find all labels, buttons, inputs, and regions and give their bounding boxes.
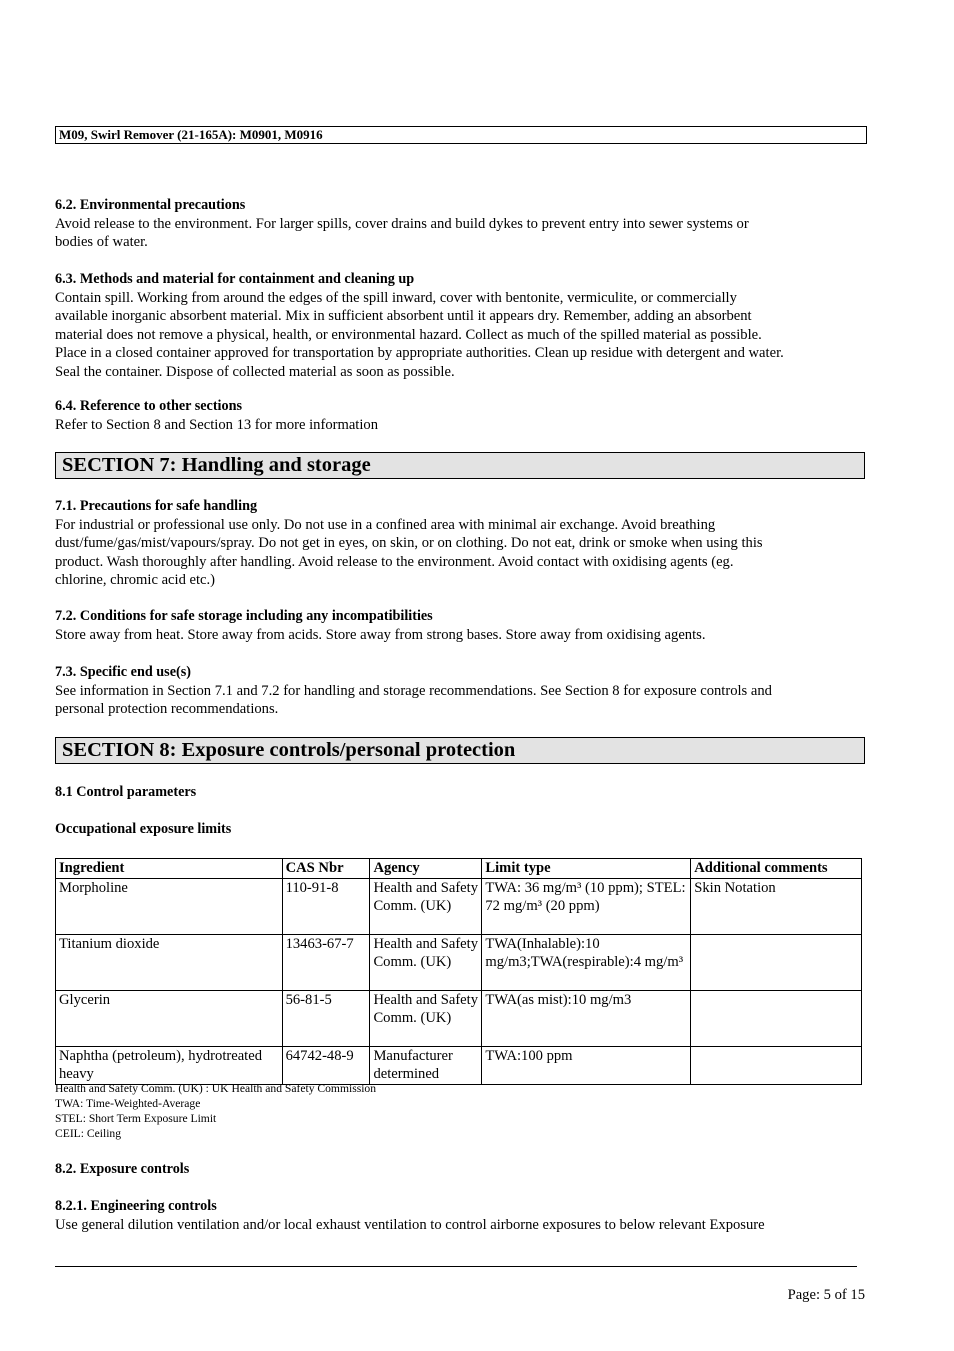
table-cell: Health and Safety Comm. (UK) xyxy=(370,878,482,934)
section-7-2-heading: 7.2. Conditions for safe storage including any incompatibilities xyxy=(55,608,433,624)
table-row xyxy=(56,934,862,990)
table-cell: Morpholine xyxy=(56,878,283,934)
table-cell xyxy=(691,990,862,1046)
section-8-1-heading: 8.1 Control parameters xyxy=(55,784,197,800)
exposure-limits-table xyxy=(55,858,862,1085)
section-6-2-heading: 6.2. Environmental precautions xyxy=(55,197,246,213)
table-note: Health and Safety Comm. (UK) : UK Health and Safety Commission xyxy=(55,1082,377,1095)
table-cell: 110-91-8 xyxy=(282,878,370,934)
section-6-3-line: Contain spill. Working from around the edges of the spill inward, cover with bentonite, vermiculite, or commercially xyxy=(55,289,737,306)
section-6-3-line: material does not remove a physical, health, or environmental hazard. Collect as much of the spilled material as possible. xyxy=(55,326,762,343)
section-7-2-line: Store away from heat. Store away from acids. Store away from strong bases. Store away from oxidising agents. xyxy=(55,626,706,643)
section-7-1-line: For industrial or professional use only. Do not use in a confined area with minimal air exchange. Avoid breathing xyxy=(55,516,716,533)
table-cell: Naphtha (petroleum), hydrotreated heavy xyxy=(56,1046,283,1084)
section-7-1-line: dust/fume/gas/mist/vapours/spray. Do not get in eyes, on skin, or on clothing. Do not eat, drink or smoke when using this xyxy=(55,535,763,551)
table-cell: 13463-67-7 xyxy=(282,934,370,990)
table-cell: TWA(Inhalable):10 mg/m3;TWA(respirable):4 mg/m³ xyxy=(482,934,691,990)
table-cell: TWA:100 ppm xyxy=(482,1046,691,1084)
table-note: STEL: Short Term Exposure Limit xyxy=(55,1112,217,1125)
section-8-2 xyxy=(55,1160,865,1179)
table-note: TWA: Time-Weighted-Average xyxy=(55,1097,201,1110)
section-6-3-heading: 6.3. Methods and material for containment and cleaning up xyxy=(55,271,415,287)
section-8-2-1-line: Use general dilution ventilation and/or local exhaust ventilation to control airborne exposures to below relevant Exposure xyxy=(55,1216,765,1233)
table-cell: Glycerin xyxy=(56,990,283,1046)
table-note: CEIL: Ceiling xyxy=(55,1127,122,1140)
table-cell: 64742-48-9 xyxy=(282,1046,370,1084)
section-6-4 xyxy=(55,397,865,434)
column-header: Ingredient xyxy=(56,859,283,879)
section-6-4-line: Refer to Section 8 and Section 13 for more information xyxy=(55,416,379,433)
section-8-2-1 xyxy=(55,1197,865,1234)
section-7-3-line: See information in Section 7.1 and 7.2 for handling and storage recommendations. See Section 8 for exposure controls and xyxy=(55,682,772,699)
table-cell: Manufacturer determined xyxy=(370,1046,482,1084)
section-7-3-line: personal protection recommendations. xyxy=(55,701,279,717)
table-cell xyxy=(691,1046,862,1084)
section-7-1 xyxy=(55,497,865,590)
section-6-3-line: available inorganic absorbent material. Mix in sufficient absorbent until it appears dry. Remember, adding an absorbent xyxy=(55,308,752,324)
table-row xyxy=(56,878,862,934)
section-6-2-line: Avoid release to the environment. For larger spills, cover drains and build dykes to prevent entry into sewer systems or xyxy=(55,215,749,232)
oel-heading-block xyxy=(55,820,865,839)
table-cell xyxy=(691,934,862,990)
section-6-2-line: bodies of water. xyxy=(55,234,148,250)
document-header: M09, Swirl Remover (21-165A): M0901, M0916 xyxy=(55,126,867,144)
section-7-1-line: chlorine, chromic acid etc.) xyxy=(55,572,216,588)
oel-heading: Occupational exposure limits xyxy=(55,821,232,837)
section-7-3-heading: 7.3. Specific end use(s) xyxy=(55,664,191,680)
section-7-title: SECTION 7: Handling and storage xyxy=(55,452,865,479)
section-8-1 xyxy=(55,783,865,802)
section-6-4-heading: 6.4. Reference to other sections xyxy=(55,398,243,414)
section-6-3-line: Seal the container. Dispose of collected material as soon as possible. xyxy=(55,363,455,380)
table-cell: Health and Safety Comm. (UK) xyxy=(370,934,482,990)
section-6-3 xyxy=(55,270,865,381)
section-7-1-line: product. Wash thoroughly after handling. Avoid release to the environment. Avoid contact with oxidising agents (eg. xyxy=(55,553,734,570)
table-notes xyxy=(55,1081,376,1141)
column-header: Agency xyxy=(370,859,482,879)
table-cell: TWA(as mist):10 mg/m3 xyxy=(482,990,691,1046)
section-7-3 xyxy=(55,663,865,719)
section-6-2 xyxy=(55,196,865,252)
section-6-3-line: Place in a closed container approved for transportation by appropriate authorities. Clean up residue with detergent and water. xyxy=(55,345,784,361)
section-8-2-1-heading: 8.2.1. Engineering controls xyxy=(55,1198,217,1214)
column-header: CAS Nbr xyxy=(282,859,370,879)
table-cell: 56-81-5 xyxy=(282,990,370,1046)
table-cell: Health and Safety Comm. (UK) xyxy=(370,990,482,1046)
section-8-2-heading: 8.2. Exposure controls xyxy=(55,1161,190,1177)
table-header-row xyxy=(56,859,862,879)
table-cell: TWA: 36 mg/m³ (10 ppm); STEL: 72 mg/m³ (20 ppm) xyxy=(482,878,691,934)
section-7-2 xyxy=(55,607,865,644)
column-header: Additional comments xyxy=(691,859,862,879)
footer-divider xyxy=(55,1266,857,1267)
table-row xyxy=(56,990,862,1046)
page-number: Page: 5 of 15 xyxy=(787,1287,865,1303)
section-7-1-heading: 7.1. Precautions for safe handling xyxy=(55,498,258,514)
column-header: Limit type xyxy=(482,859,691,879)
section-8-title: SECTION 8: Exposure controls/personal protection xyxy=(55,737,865,764)
table-row xyxy=(56,1046,862,1084)
table-cell: Titanium dioxide xyxy=(56,934,283,990)
table-cell: Skin Notation xyxy=(691,878,862,934)
